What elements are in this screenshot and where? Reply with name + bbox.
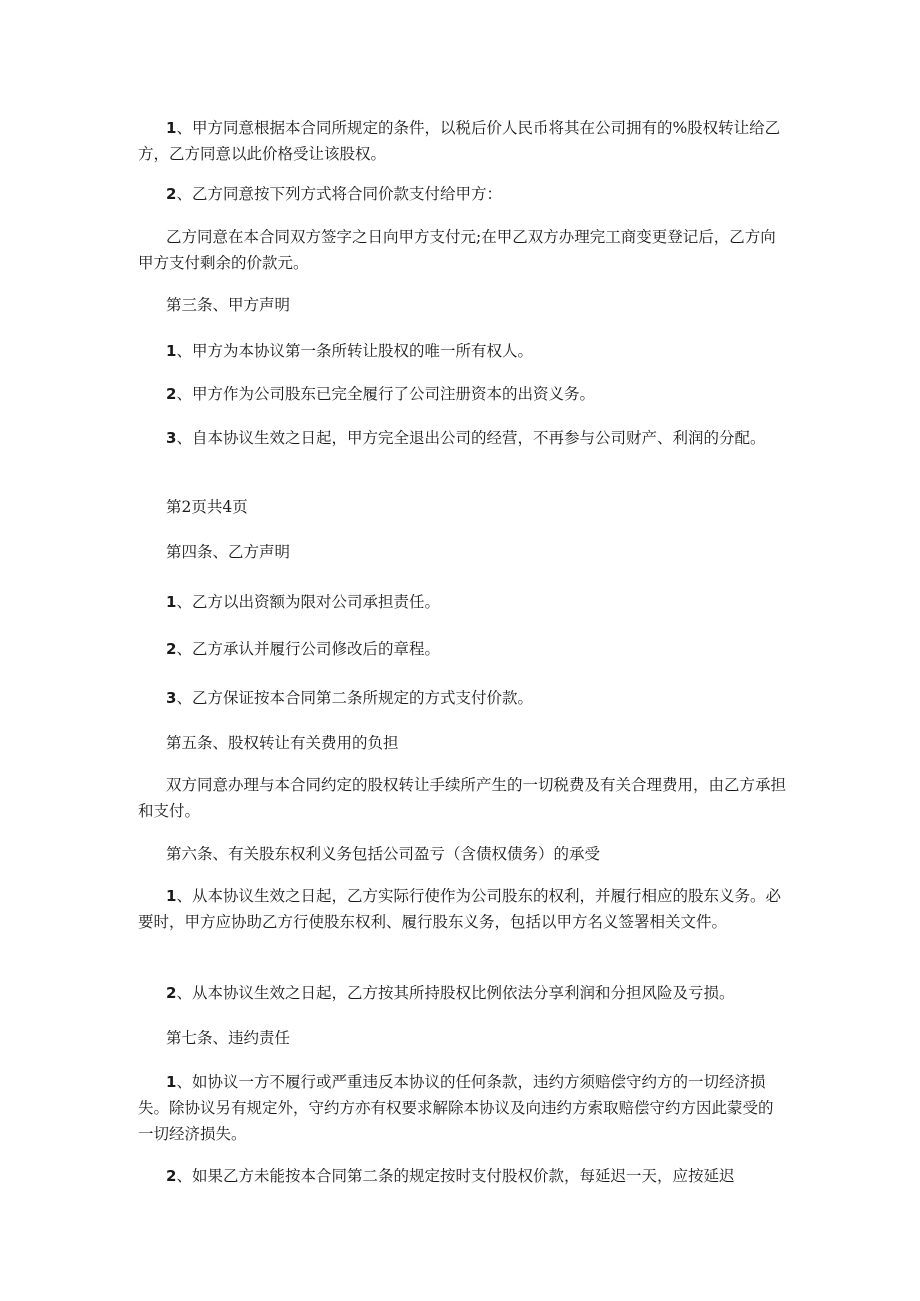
paragraph-text: 、甲方作为公司股东已完全履行了公司注册资本的出资义务。 — [176, 385, 595, 403]
section-title: 第七条、违约责任 — [166, 1029, 291, 1047]
paragraph-text: 、自本协议生效之日起，甲方完全退出公司的经营，不再参与公司财产、利润的分配。 — [176, 429, 766, 447]
item-number: 1 — [166, 119, 177, 137]
paragraph-14 — [138, 772, 788, 824]
paragraph-text: 、乙方以出资额为限对公司承担责任。 — [176, 593, 440, 611]
paragraph-10 — [138, 589, 788, 615]
item-number: 2 — [166, 185, 177, 203]
paragraph-5 — [138, 338, 788, 364]
item-number: 1 — [166, 887, 177, 905]
paragraph-text: 、乙方承认并履行公司修改后的章程。 — [176, 640, 440, 658]
section-title: 第六条、有关股东权利义务包括公司盈亏（含债权债务）的承受 — [166, 845, 601, 863]
section-heading-7 — [138, 1025, 788, 1051]
paragraph-text: 、甲方为本协议第一条所转让股权的唯一所有权人。 — [176, 342, 533, 360]
page-indicator — [138, 494, 788, 520]
paragraph-2 — [138, 181, 788, 207]
item-number: 2 — [166, 385, 177, 403]
paragraph-text: 、乙方同意按下列方式将合同价款支付给甲方： — [176, 185, 502, 203]
section-title: 第四条、乙方声明 — [166, 543, 291, 561]
paragraph-1 — [138, 115, 788, 167]
section-heading-4 — [138, 539, 788, 565]
paragraph-text: 、如果乙方未能按本合同第二条的规定按时支付股权价款，每延迟一天，应按延迟 — [176, 1167, 735, 1185]
item-number: 2 — [166, 1167, 177, 1185]
item-number: 2 — [166, 640, 177, 658]
section-heading-6 — [138, 841, 788, 867]
paragraph-19 — [138, 1069, 788, 1147]
section-title: 第五条、股权转让有关费用的负担 — [166, 734, 399, 752]
section-title: 第三条、甲方声明 — [166, 296, 291, 314]
paragraph-text: 双方同意办理与本合同约定的股权转让手续所产生的一切税费及有关合理费用，由乙方承担和支付。 — [138, 776, 787, 820]
paragraph-16 — [138, 883, 788, 935]
paragraph-20 — [138, 1163, 788, 1189]
item-number: 1 — [166, 1073, 177, 1091]
paragraph-text: 乙方同意在本合同双方签字之日向甲方支付元;在甲乙双方办理完工商变更登记后，乙方向甲方支付剩余的价款元。 — [138, 228, 776, 272]
item-number: 3 — [166, 689, 177, 707]
paragraph-text: 、乙方保证按本合同第二条所规定的方式支付价款。 — [176, 689, 533, 707]
section-heading-5 — [138, 730, 788, 756]
section-heading-3 — [138, 292, 788, 318]
paragraph-text: 、从本协议生效之日起，乙方按其所持股权比例依法分享利润和分担风险及亏损。 — [176, 984, 735, 1002]
paragraph-12 — [138, 685, 788, 711]
paragraph-text: 、从本协议生效之日起，乙方实际行使作为公司股东的权利，并履行相应的股东义务。必要时，甲方应协助乙方行使股东权利、履行股东义务，包括以甲方名义签署相关文件。 — [138, 887, 781, 931]
item-number: 2 — [166, 984, 177, 1002]
paragraph-17 — [138, 980, 788, 1006]
item-number: 1 — [166, 593, 177, 611]
paragraph-3 — [138, 224, 788, 276]
paragraph-text: 、如协议一方不履行或严重违反本协议的任何条款，违约方须赔偿守约方的一切经济损失。除协议另有规定外，守约方亦有权要求解除本协议及向违约方索取赔偿守约方因此蒙受的一切经济损失。 — [138, 1073, 774, 1143]
item-number: 3 — [166, 429, 177, 447]
paragraph-11 — [138, 636, 788, 662]
paragraph-text: 、甲方同意根据本合同所规定的条件，以税后价人民币将其在公司拥有的%股权转让给乙方，乙方同意以此价格受让该股权。 — [138, 119, 781, 163]
paragraph-6 — [138, 381, 788, 407]
item-number: 1 — [166, 342, 177, 360]
paragraph-7 — [138, 425, 788, 451]
page-number-text: 第2页共4页 — [166, 498, 248, 516]
